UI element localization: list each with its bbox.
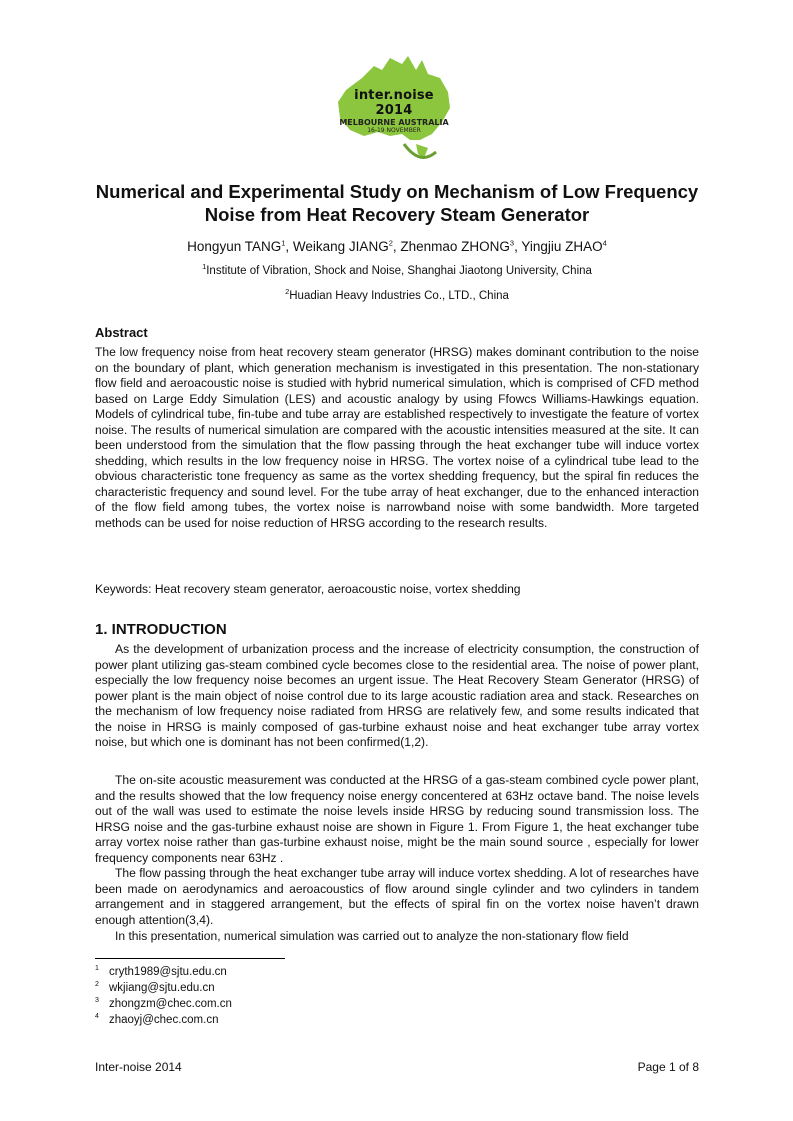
abstract-text: The low frequency noise from heat recovery steam generator (HRSG) makes dominant contribution to the noise on the boundary of plant, which generation mechanism is investigated in this presentation. The non-stationary flow field and aeroacoustic noise is studied with hybrid numerical simulation, which is comprised of CFD method based on Large Eddy Simulation (LES) and acoustic analogy by using Ffowcs Williams-Hawkings equation. Models of cylindrical tube, fin-tube and tube array are established respectively to investigate the feature of vortex noise. The results of numerical simulation are compared with the acoustic intensities measured at the site. It can been understood from the simulation that the flow passing through the heat exchanger tube will induce vortex shedding, which results in the low frequency noise in HRSG. The vortex noise of a cylindrical tube lead to the obvious characteristic tone frequency as same as the vortex shedding frequency, but the spiral fin reduces the characteristic frequency and sound level. For the tube array of heat exchanger, due to the enhanced interaction of the flow field among tubes, the vortex noise is narrowband noise with some bandwidth. More targeted methods can be used for noise reduction of HRSG according to the research results. xyxy=(95,345,699,530)
paragraph: As the development of urbanization process and the increase of electricity consumption, the construction of power plant utilizing gas-steam combined cycle becomes close to the residential area. The noise of power plant, especially the low frequency noise becomes an urgent issue. The Heat Recovery Steam Generator (HRSG) of power plant is the main object of noise control due to its large acoustic radiation area and stack. Researches on the mechanism of low frequency noise radiated from HRSG are relatively few, and some results indicated that the noise in HRSG is mainly composed of gas-turbine exhaust noise and heat exchanger tube array vortex noise, but which one is dominant has not been confirmed(1,2). xyxy=(95,642,699,749)
title-line-1: Numerical and Experimental Study on Mechanism of Low Frequency xyxy=(95,181,699,202)
conference-logo xyxy=(324,48,464,170)
footnote: $^4$ zhaoyj@chec.com.cn xyxy=(95,1013,219,1026)
footer-conference: Inter-noise 2014 xyxy=(95,1060,182,1074)
paragraph: The flow passing through the heat exchanger tube array will induce vortex shedding. A lot of researches have been made on aerodynamics and aeroacoustics of flow around single cylinder and two cylinders in tandem arrangement and in staggered arrangement, but the effects of spiral fin on the vortex noise haven’t drawn enough attention(3,4). xyxy=(95,866,699,927)
logo-dates: 16-19 NOVEMBER xyxy=(367,127,421,134)
paragraph: The on-site acoustic measurement was conducted at the HRSG of a gas-steam combined cycle power plant, and the results showed that the low frequency noise energy concentered at 63Hz octave band. The noise levels out of the wall was used to estimate the noise levels inside HRSG by reducing sound transmission loss. The HRSG noise and the gas-turbine exhaust noise are shown in Figure 1. From Figure 1, the heat exchanger tube array vortex noise rather than gas-turbine exhaust noise, might be the main sound source , especially for lower frequency components near 63Hz . xyxy=(95,773,699,865)
author: Yingjiu ZHAO$^4$ xyxy=(521,238,607,254)
footnote: $^1$ cryth1989@sjtu.edu.cn xyxy=(95,965,227,978)
abstract-heading: Abstract xyxy=(95,325,148,340)
keywords: Keywords: Heat recovery steam generator, aeroacoustic noise, vortex shedding xyxy=(95,582,521,596)
footnote: $^2$ wkjiang@sjtu.edu.cn xyxy=(95,981,215,994)
author: Zhenmao ZHONG$^3$, xyxy=(400,238,522,254)
affiliation-2: $^2$Huadian Heavy Industries Co., LTD., China xyxy=(285,287,509,302)
title-line-2: Noise from Heat Recovery Steam Generator xyxy=(204,204,590,225)
section-heading: 1. INTRODUCTION xyxy=(95,621,227,638)
footnote-rule xyxy=(95,958,285,959)
paragraph: In this presentation, numerical simulation was carried out to analyze the non-stationary flow field xyxy=(115,929,629,943)
logo-title: inter.noise 2014 xyxy=(354,88,434,118)
paper-title xyxy=(95,180,699,226)
author-list xyxy=(95,239,699,254)
footnote: $^3$ zhongzm@chec.com.cn xyxy=(95,997,232,1010)
logo-location: MELBOURNE AUSTRALIA xyxy=(339,118,449,127)
author: Weikang JIANG$^2$, xyxy=(292,238,401,254)
footer-page-number: Page 1 of 8 xyxy=(637,1060,699,1074)
author: Hongyun TANG$^1$, xyxy=(187,238,293,254)
affiliation-1: $^1$Institute of Vibration, Shock and Noise, Shanghai Jiaotong University, China xyxy=(202,262,592,277)
